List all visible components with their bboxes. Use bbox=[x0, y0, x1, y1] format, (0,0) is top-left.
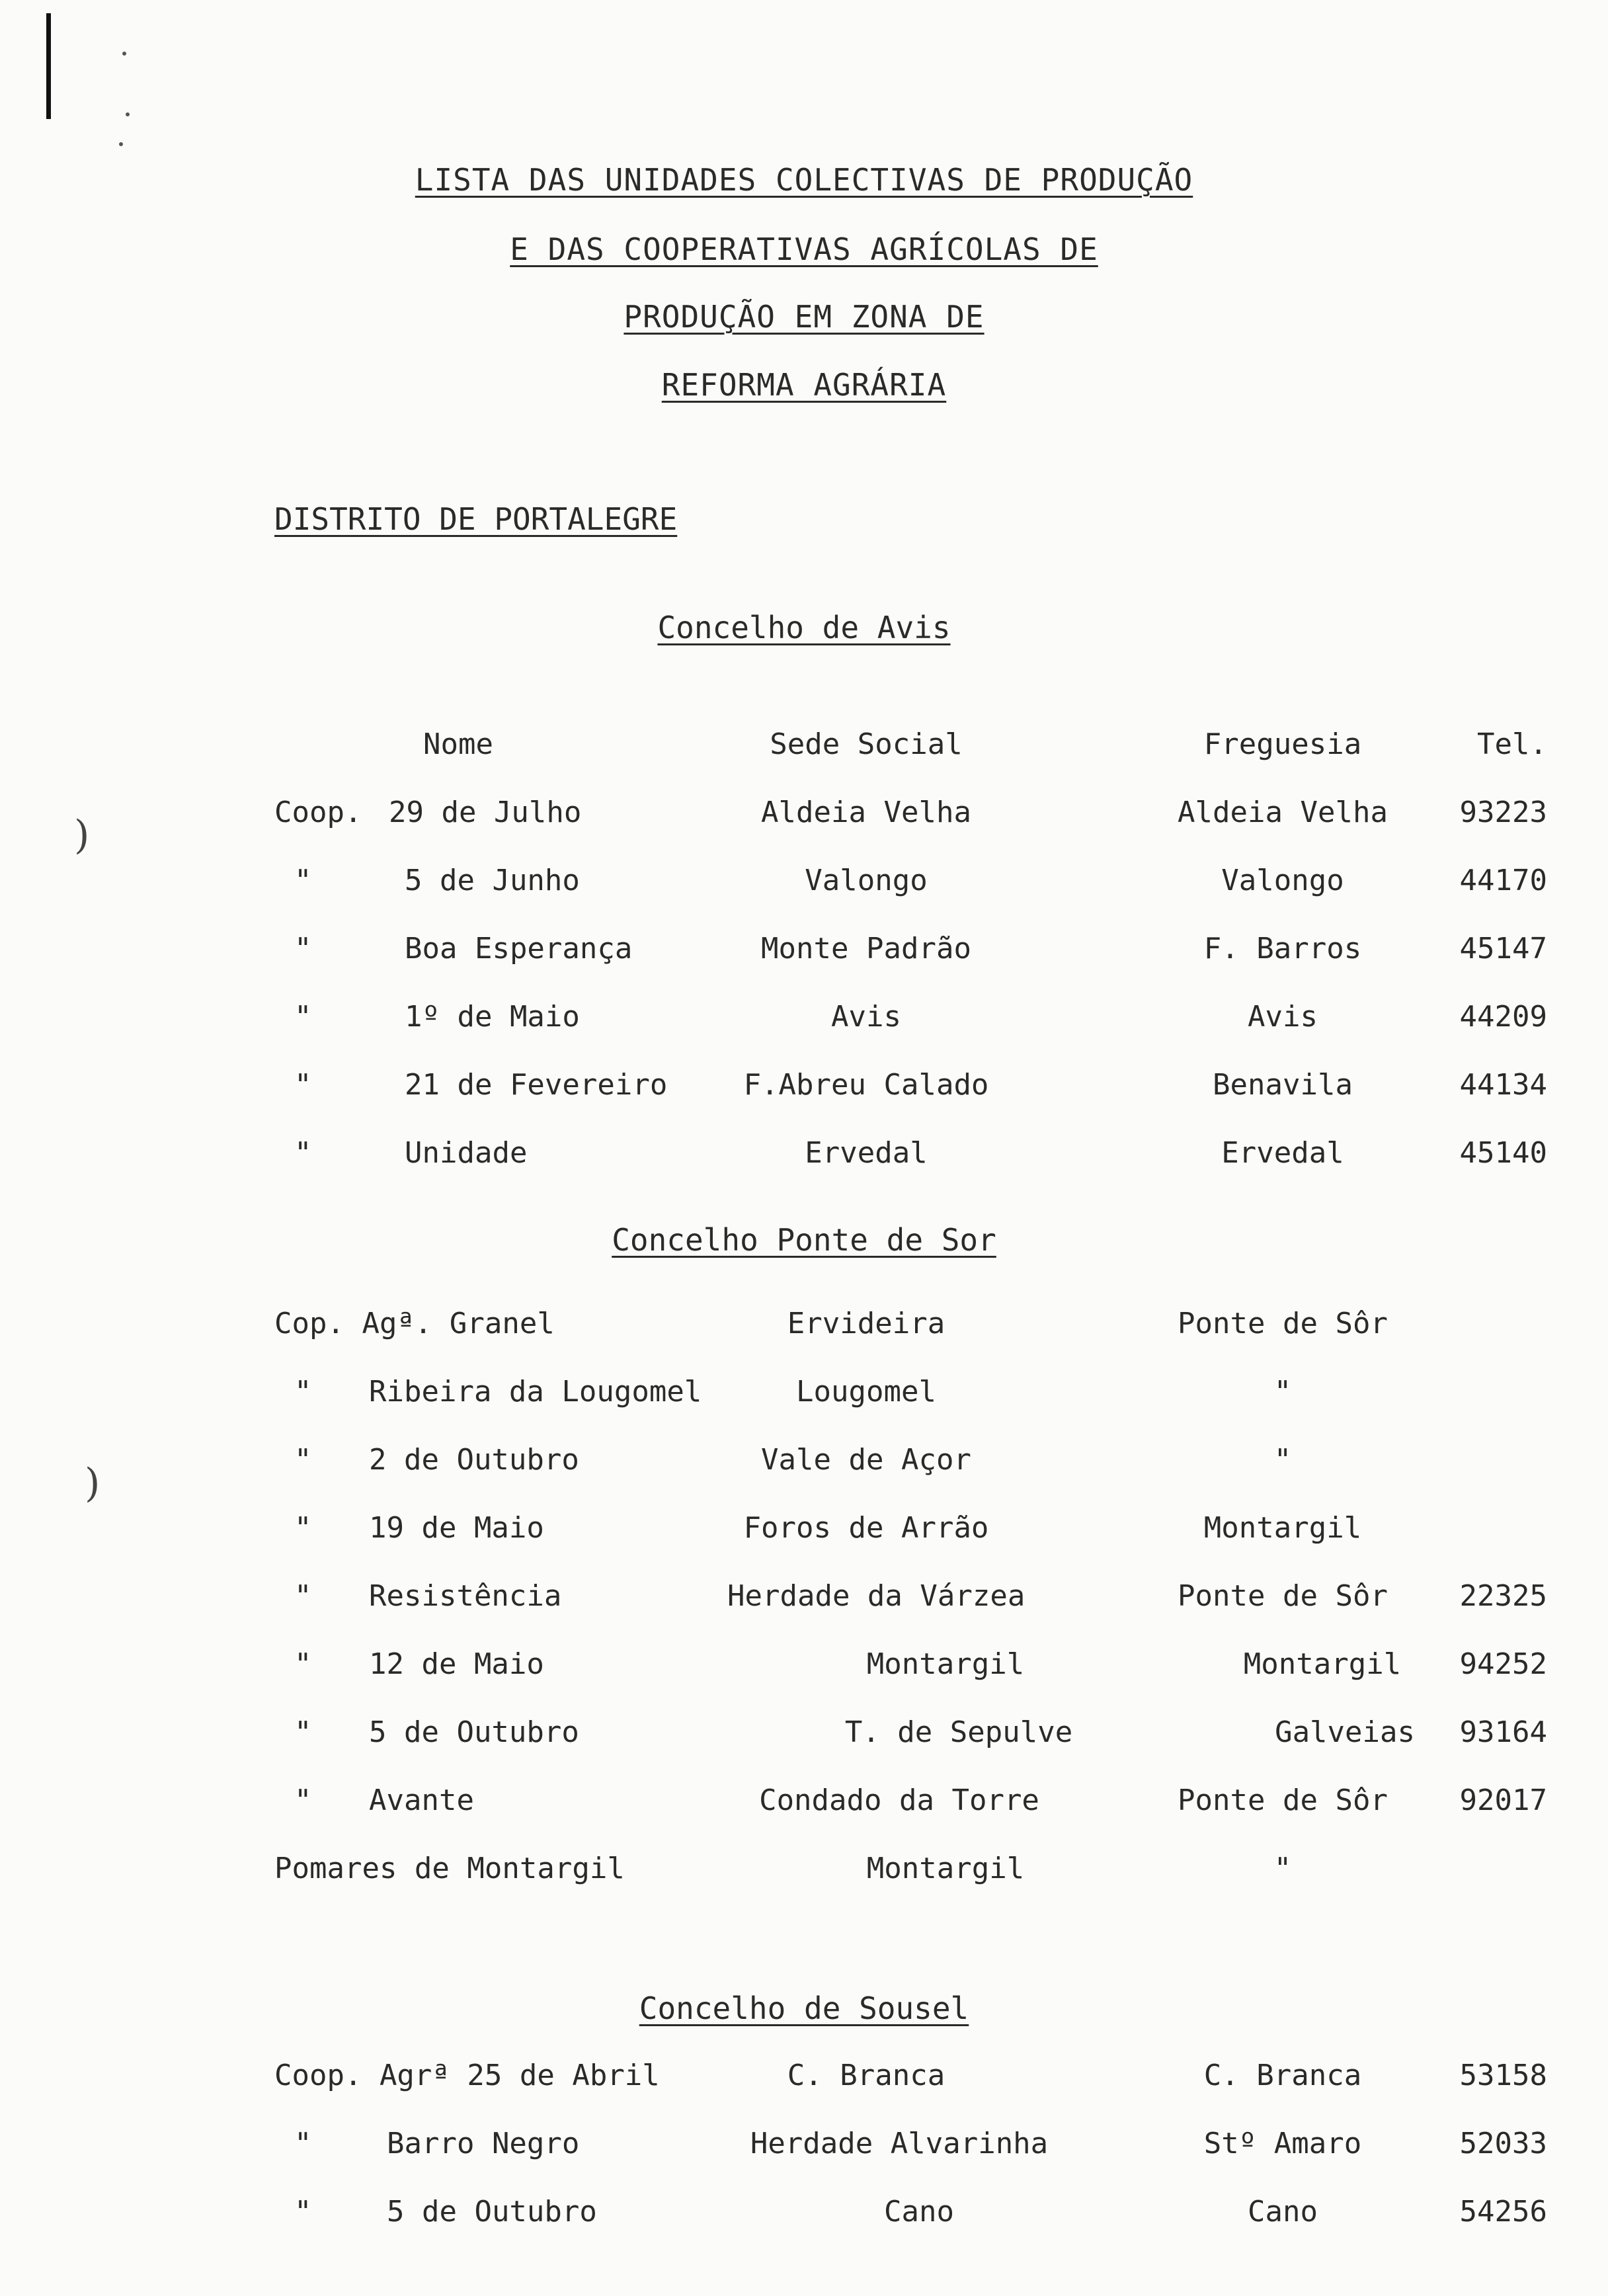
row-sede: Foros de Arrão bbox=[743, 1511, 989, 1545]
row-prefix: " bbox=[294, 1784, 312, 1817]
margin-stroke bbox=[46, 13, 51, 119]
row-prefix: " bbox=[294, 1068, 312, 1102]
row-freguesia: " bbox=[1273, 1852, 1292, 1885]
row-freguesia: Montargil bbox=[1203, 1511, 1362, 1545]
council-heading-avis: Concelho de Avis bbox=[657, 610, 951, 645]
row-prefix: " bbox=[294, 1715, 312, 1749]
row-freguesia: Cano bbox=[1248, 2195, 1318, 2229]
row-prefix: " bbox=[294, 1443, 312, 1477]
row-sede: Montargil bbox=[866, 1852, 1025, 1885]
table-row bbox=[0, 1647, 1608, 1694]
row-sede: Valongo bbox=[805, 864, 928, 897]
row-prefix: " bbox=[294, 2127, 312, 2160]
header-sede: Sede Social bbox=[770, 727, 963, 761]
header-nome: Nome bbox=[423, 727, 493, 761]
speck bbox=[122, 52, 126, 56]
row-freguesia: Ervedal bbox=[1221, 1136, 1344, 1170]
row-freguesia: Valongo bbox=[1221, 864, 1344, 897]
council-heading-sousel: Concelho de Sousel bbox=[639, 1990, 969, 2026]
row-freguesia: F. Barros bbox=[1203, 932, 1362, 965]
speck bbox=[119, 142, 123, 146]
row-freguesia: Ponte de Sôr bbox=[1178, 1307, 1388, 1340]
row-nome: Resistência bbox=[369, 1579, 562, 1613]
header-freguesia: Freguesia bbox=[1203, 727, 1362, 761]
row-prefix: " bbox=[294, 932, 312, 965]
table-row bbox=[0, 1579, 1608, 1625]
row-freguesia: Benavila bbox=[1213, 1068, 1353, 1102]
punch-hole-mark: ) bbox=[85, 1460, 100, 1506]
row-prefix: " bbox=[294, 1579, 312, 1613]
row-tel: 94252 bbox=[1459, 1647, 1547, 1681]
row-prefix: Coop. Agrª 25 de Abril bbox=[274, 2059, 660, 2092]
row-sede: Cano bbox=[884, 2195, 954, 2229]
table-row bbox=[0, 1784, 1608, 1830]
table-row bbox=[0, 1852, 1608, 1898]
row-sede: Avis bbox=[831, 1000, 901, 1034]
row-nome: 5 de Outubro bbox=[369, 1715, 579, 1749]
row-freguesia: " bbox=[1273, 1443, 1292, 1477]
table-row bbox=[0, 932, 1608, 978]
row-nome: Ribeira da Lougomel bbox=[369, 1375, 702, 1409]
row-tel: 54256 bbox=[1459, 2195, 1547, 2229]
row-tel: 45140 bbox=[1459, 1136, 1547, 1170]
council-heading-ponte-de-sor: Concelho Ponte de Sor bbox=[612, 1222, 996, 1258]
row-tel: 45147 bbox=[1459, 932, 1547, 965]
row-sede: Aldeia Velha bbox=[761, 796, 971, 829]
row-sede: Herdade da Várzea bbox=[727, 1579, 1025, 1613]
row-nome: 1º de Maio bbox=[405, 1000, 580, 1034]
row-nome: Unidade bbox=[405, 1136, 528, 1170]
row-tel: 93223 bbox=[1459, 796, 1547, 829]
row-nome: 12 de Maio bbox=[369, 1647, 544, 1681]
row-freguesia: Montargil bbox=[1243, 1647, 1402, 1681]
table-row bbox=[0, 1000, 1608, 1046]
row-nome: Barro Negro bbox=[387, 2127, 580, 2160]
row-prefix: " bbox=[294, 1136, 312, 1170]
row-tel: 92017 bbox=[1459, 1784, 1547, 1817]
table-row bbox=[0, 1068, 1608, 1114]
row-freguesia: Stº Amaro bbox=[1203, 2127, 1362, 2160]
row-tel: 52033 bbox=[1459, 2127, 1547, 2160]
row-nome: 29 de Julho bbox=[389, 796, 582, 829]
row-tel: 44170 bbox=[1459, 864, 1547, 897]
district-heading: DISTRITO DE PORTALEGRE bbox=[274, 501, 678, 537]
row-nome: 19 de Maio bbox=[369, 1511, 544, 1545]
row-nome: Boa Esperança bbox=[405, 932, 633, 965]
table-row bbox=[0, 796, 1608, 842]
header-tel: Tel. bbox=[1477, 727, 1547, 761]
table-row bbox=[0, 1136, 1608, 1182]
row-prefix: " bbox=[294, 2195, 312, 2229]
title-line-4: REFORMA AGRÁRIA bbox=[661, 367, 947, 403]
row-sede: Monte Padrão bbox=[761, 932, 971, 965]
row-sede: F.Abreu Calado bbox=[743, 1068, 989, 1102]
row-sede: Vale de Açor bbox=[761, 1443, 971, 1477]
row-freguesia: C. Branca bbox=[1203, 2059, 1362, 2092]
row-tel: 44209 bbox=[1459, 1000, 1547, 1034]
row-sede: Montargil bbox=[866, 1647, 1025, 1681]
row-freguesia: Ponte de Sôr bbox=[1178, 1784, 1388, 1817]
row-sede: Herdade Alvarinha bbox=[750, 2127, 1049, 2160]
row-nome: Avante bbox=[369, 1784, 474, 1817]
row-nome: 5 de Outubro bbox=[387, 2195, 597, 2229]
table-row bbox=[0, 864, 1608, 910]
row-sede: T. de Sepulve bbox=[844, 1715, 1073, 1749]
row-prefix: " bbox=[294, 1375, 312, 1409]
table-row bbox=[0, 1375, 1608, 1421]
row-sede: C. Branca bbox=[787, 2059, 945, 2092]
row-tel: 93164 bbox=[1459, 1715, 1547, 1749]
row-sede: Lougomel bbox=[796, 1375, 936, 1409]
row-tel: 22325 bbox=[1459, 1579, 1547, 1613]
row-sede: Ervedal bbox=[805, 1136, 928, 1170]
row-prefix: Coop. bbox=[274, 796, 362, 829]
title-line-3: PRODUÇÃO EM ZONA DE bbox=[623, 299, 985, 335]
speck bbox=[126, 112, 130, 116]
row-prefix: Cop. Agª. Granel bbox=[274, 1307, 555, 1340]
row-freguesia: Avis bbox=[1248, 1000, 1318, 1034]
table-row bbox=[0, 2195, 1608, 2241]
row-freguesia: Galveias bbox=[1275, 1715, 1415, 1749]
row-freguesia: Aldeia Velha bbox=[1178, 796, 1388, 829]
row-nome: 2 de Outubro bbox=[369, 1443, 579, 1477]
punch-hole-mark: ) bbox=[74, 812, 90, 858]
row-sede: Ervideira bbox=[787, 1307, 945, 1340]
table-row bbox=[0, 1511, 1608, 1557]
table-row bbox=[0, 1715, 1608, 1762]
row-prefix: " bbox=[294, 864, 312, 897]
title-line-1: LISTA DAS UNIDADES COLECTIVAS DE PRODUÇÃO bbox=[415, 162, 1193, 198]
row-prefix: Pomares de Montargil bbox=[274, 1852, 625, 1885]
row-prefix: " bbox=[294, 1511, 312, 1545]
table-row bbox=[0, 1443, 1608, 1489]
row-tel: 44134 bbox=[1459, 1068, 1547, 1102]
table-row bbox=[0, 2059, 1608, 2105]
row-nome: 21 de Fevereiro bbox=[405, 1068, 668, 1102]
row-nome: 5 de Junho bbox=[405, 864, 580, 897]
row-tel: 53158 bbox=[1459, 2059, 1547, 2092]
table-row bbox=[0, 1307, 1608, 1353]
column-headers bbox=[0, 727, 1608, 774]
row-prefix: " bbox=[294, 1000, 312, 1034]
row-freguesia: " bbox=[1273, 1375, 1292, 1409]
row-sede: Condado da Torre bbox=[759, 1784, 1039, 1817]
title-line-2: E DAS COOPERATIVAS AGRÍCOLAS DE bbox=[510, 231, 1098, 267]
table-row bbox=[0, 2127, 1608, 2173]
row-prefix: " bbox=[294, 1647, 312, 1681]
row-freguesia: Ponte de Sôr bbox=[1178, 1579, 1388, 1613]
